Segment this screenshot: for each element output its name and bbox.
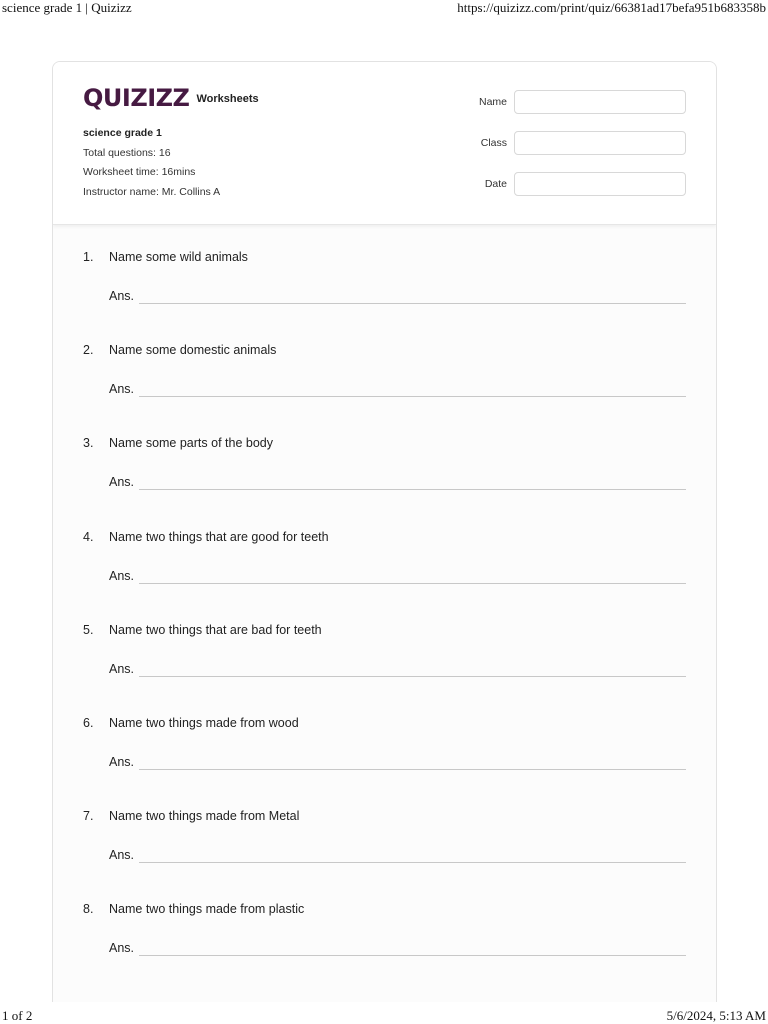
date-label: Date bbox=[484, 178, 507, 190]
question-item bbox=[83, 809, 686, 879]
question-item bbox=[83, 250, 686, 320]
question-item bbox=[83, 623, 686, 693]
class-label: Class bbox=[480, 137, 507, 149]
answer-line[interactable] bbox=[139, 396, 686, 397]
answer-line[interactable] bbox=[139, 769, 686, 770]
question-text: Name some wild animals bbox=[109, 250, 248, 264]
question-text: Name some domestic animals bbox=[109, 343, 277, 358]
answer-label: Ans. bbox=[109, 755, 135, 769]
question-text: Name two things that are bad for teeth bbox=[109, 622, 322, 637]
worksheet-time: Worksheet time: 16mins bbox=[83, 166, 196, 178]
answer-label: Ans. bbox=[109, 568, 135, 583]
question-text: Name two things made from plastic bbox=[109, 902, 305, 917]
question-number: 1. bbox=[83, 250, 94, 264]
answer-line[interactable] bbox=[139, 303, 686, 304]
question-item bbox=[83, 902, 686, 972]
instructor-name: Instructor name: Mr. Collins A bbox=[83, 186, 221, 198]
question-number: 3. bbox=[83, 436, 94, 451]
answer-line[interactable] bbox=[139, 676, 686, 677]
answer-label: Ans. bbox=[109, 941, 135, 956]
print-header-title: science grade 1 | Quizizz bbox=[2, 0, 132, 15]
question-item bbox=[83, 530, 686, 600]
logo-subtitle: Worksheets bbox=[196, 93, 259, 105]
answer-line[interactable] bbox=[139, 583, 686, 584]
question-text: Name two things made from Metal bbox=[109, 809, 300, 824]
answer-line[interactable] bbox=[139, 955, 686, 956]
print-header-url: https://quizizz.com/print/quiz/66381ad17befa951b683358b bbox=[457, 0, 766, 15]
question-text: Name two things that are good for teeth bbox=[109, 529, 329, 544]
worksheet-title: science grade 1 bbox=[83, 127, 162, 139]
answer-line[interactable] bbox=[139, 862, 686, 863]
question-item bbox=[83, 436, 686, 506]
print-footer-page: 1 of 2 bbox=[2, 1008, 33, 1023]
answer-label: Ans. bbox=[109, 475, 135, 490]
question-number: 6. bbox=[83, 716, 94, 730]
question-text: Name two things made from wood bbox=[109, 716, 299, 730]
question-number: 5. bbox=[83, 622, 94, 637]
question-item bbox=[83, 343, 686, 413]
question-number: 4. bbox=[83, 529, 94, 544]
answer-label: Ans. bbox=[109, 661, 135, 676]
question-number: 2. bbox=[83, 343, 94, 358]
class-field[interactable] bbox=[514, 131, 686, 155]
question-number: 7. bbox=[83, 809, 94, 824]
question-item bbox=[83, 716, 686, 786]
answer-line[interactable] bbox=[139, 489, 686, 490]
name-label: Name bbox=[478, 96, 507, 108]
name-field[interactable] bbox=[514, 90, 686, 114]
worksheet-page bbox=[52, 61, 717, 1002]
worksheet-header bbox=[53, 62, 716, 225]
print-footer-datetime: 5/6/2024, 5:13 AM bbox=[666, 1008, 766, 1023]
total-questions: Total questions: 16 bbox=[83, 147, 171, 159]
quizizz-logo bbox=[83, 84, 259, 112]
logo-wordmark: QUIZIZZ bbox=[83, 84, 190, 112]
answer-label: Ans. bbox=[109, 382, 135, 397]
question-number: 8. bbox=[83, 902, 94, 917]
answer-label: Ans. bbox=[109, 848, 135, 863]
date-field[interactable] bbox=[514, 172, 686, 196]
answer-label: Ans. bbox=[109, 289, 135, 303]
question-text: Name some parts of the body bbox=[109, 436, 273, 451]
